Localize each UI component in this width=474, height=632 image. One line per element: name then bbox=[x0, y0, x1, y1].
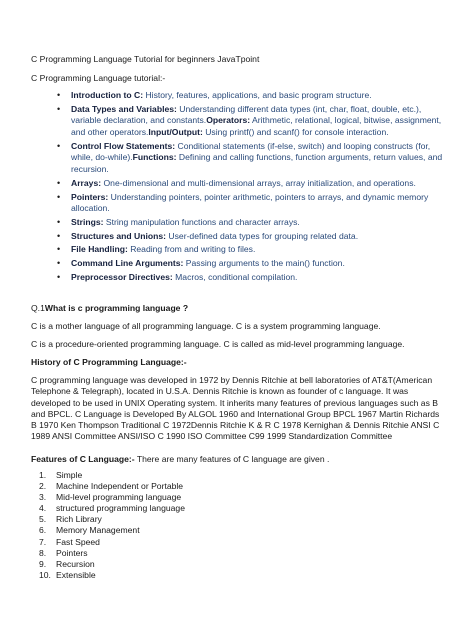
document-title: C Programming Language Tutorial for beginners JavaTpoint bbox=[31, 54, 260, 64]
topic-item: • Introduction to C: History, features, applications, and basic program structure. bbox=[71, 90, 451, 102]
feature-item: 2. Machine Independent or Portable bbox=[39, 481, 184, 492]
history-paragraph: C programming language was developed in 1972 by Dennis Ritchie at bell laboratories of AT&T(American Telephone & Telegraph), located in U.S.A. Dennis Ritchie is known as founder of c language. It was developed to be used in UNIX Operating system. It inherits many features of previous languages such as B and BPCL. C Language is Developed By ALGOL 1960 and International Group BPCL 1967 Martin Richards B 1970 Ken Thompson Traditional C 1972Dennis Ritchie K & R C 1978 Kernighan & Dennis Ritchie ANSI C 1989 ANSI Committee ANSI/ISO C 1990 ISO Committee C99 1999 Standardization Committee bbox=[31, 375, 440, 442]
history-heading: History of C Programming Language:- bbox=[31, 357, 187, 367]
feature-item: 3. Mid-level programming language bbox=[39, 492, 182, 503]
feature-item: 9. Recursion bbox=[39, 558, 95, 569]
topic-item: • Arrays: One-dimensional and multi-dimensional arrays, array initialization, and operations. bbox=[71, 178, 451, 190]
answer-paragraph: C is a procedure-oriented programming language. C is called as mid-level programming language. bbox=[31, 339, 405, 349]
topic-item: • Data Types and Variables: Understanding different data types (int, char, float, double, etc.), variable declaration, and constants.Operators: Arithmetic, relational, logical, bitwise, assignment, and other operators.Input/Output: Using printf() and scanf() for console interaction. bbox=[71, 104, 451, 139]
feature-item: 4. structured programming language bbox=[39, 503, 185, 514]
topic-item: • Preprocessor Directives: Macros, conditional compilation. bbox=[71, 272, 451, 284]
feature-item: 7. Fast Speed bbox=[39, 536, 100, 547]
feature-item: 1. Simple bbox=[39, 470, 83, 480]
topic-item: • Command Line Arguments: Passing arguments to the main() function. bbox=[71, 258, 451, 270]
feature-item: 5. Rich Library bbox=[39, 514, 102, 525]
topic-item: • Structures and Unions: User-defined data types for grouping related data. bbox=[71, 231, 451, 243]
tutorial-subtitle: C Programming Language tutorial:- bbox=[31, 73, 166, 83]
features-list bbox=[39, 470, 185, 581]
topic-item: • Pointers: Understanding pointers, pointer arithmetic, pointers to arrays, and dynamic memory allocation. bbox=[71, 192, 451, 215]
feature-item: 10. Extensible bbox=[39, 569, 96, 580]
features-heading: Features of C Language:- There are many features of C language are given . bbox=[31, 454, 330, 464]
question-heading: Q.1What is c programming language ? bbox=[31, 303, 189, 313]
topic-item: • File Handling: Reading from and writing to files. bbox=[71, 244, 451, 256]
topic-list bbox=[71, 90, 451, 286]
answer-paragraph: C is a mother language of all programming language. C is a system programming language. bbox=[31, 321, 381, 331]
feature-item: 8. Pointers bbox=[39, 547, 88, 558]
topic-item: • Control Flow Statements: Conditional statements (if-else, switch) and looping constructs (for, while, do-while).Functions: Defining and calling functions, function arguments, return values, and recursion. bbox=[71, 141, 451, 176]
topic-item: • Strings: String manipulation functions and character arrays. bbox=[71, 217, 451, 229]
feature-item: 6. Memory Management bbox=[39, 525, 140, 536]
